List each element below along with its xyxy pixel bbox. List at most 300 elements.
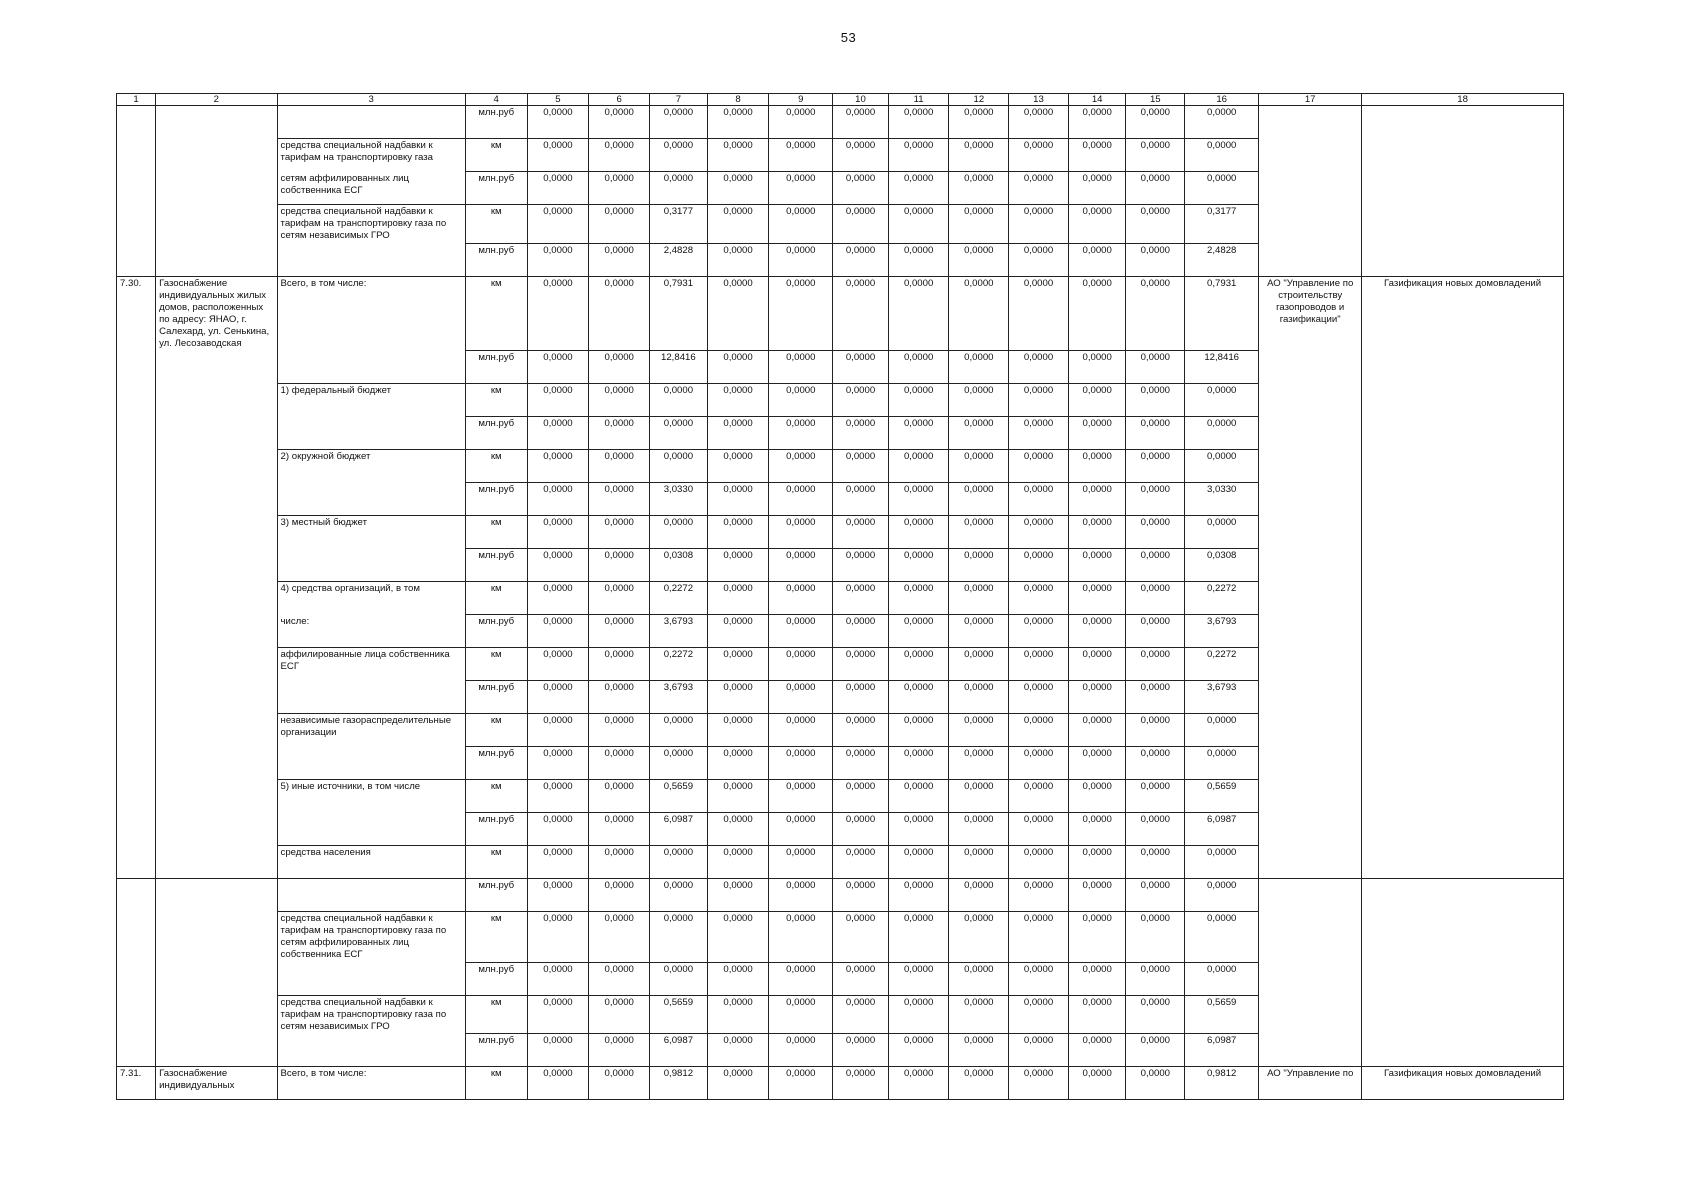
value-cell: 0,0000 <box>1068 582 1126 615</box>
value-cell: 0,0000 <box>1126 912 1185 963</box>
row-number-cell <box>117 351 156 384</box>
goal-cell <box>1362 450 1564 483</box>
funding-source-cell: средства специальной надбавки к тарифам на транспортировку газа по сетям независимых ГРО <box>277 205 465 244</box>
value-cell: 0,3177 <box>1185 205 1259 244</box>
goal-cell <box>1362 139 1564 172</box>
value-cell: 0,0000 <box>589 384 650 417</box>
value-cell: 0,0000 <box>707 417 769 450</box>
value-cell: 0,0000 <box>769 813 833 846</box>
value-cell: 0,0000 <box>833 205 889 244</box>
value-cell: 0,0000 <box>949 276 1009 351</box>
goal-cell <box>1362 483 1564 516</box>
unit-cell: млн.руб <box>465 172 527 205</box>
value-cell: 0,0000 <box>707 483 769 516</box>
goal-cell <box>1362 879 1564 912</box>
value-cell: 0,0000 <box>769 172 833 205</box>
column-header: 8 <box>707 94 769 106</box>
executor-cell <box>1259 615 1362 648</box>
executor-cell <box>1259 681 1362 714</box>
value-cell: 0,0000 <box>527 205 589 244</box>
value-cell: 0,0000 <box>650 747 708 780</box>
value-cell: 0,0000 <box>833 995 889 1034</box>
value-cell: 0,0000 <box>707 139 769 172</box>
value-cell: 0,0000 <box>589 417 650 450</box>
value-cell: 0,0000 <box>527 1067 589 1100</box>
object-name-cell <box>156 516 277 549</box>
goal-cell <box>1362 516 1564 549</box>
value-cell: 0,0000 <box>1185 962 1259 995</box>
value-cell: 0,0000 <box>833 747 889 780</box>
value-cell: 0,0000 <box>1185 106 1259 139</box>
value-cell: 0,0000 <box>589 582 650 615</box>
object-name-cell <box>156 139 277 172</box>
value-cell: 0,0000 <box>1009 879 1069 912</box>
header-row <box>117 94 1564 106</box>
column-header: 12 <box>949 94 1009 106</box>
unit-cell: км <box>465 139 527 172</box>
value-cell: 0,0000 <box>1126 172 1185 205</box>
value-cell: 0,0000 <box>1068 1034 1126 1067</box>
executor-cell <box>1259 582 1362 615</box>
value-cell: 0,0000 <box>949 582 1009 615</box>
value-cell: 0,0000 <box>1068 172 1126 205</box>
funding-source-cell: средства специальной надбавки к тарифам на транспортировку газа по сетям независимых ГРО <box>277 995 465 1034</box>
value-cell: 0,0000 <box>589 549 650 582</box>
funding-source-cell <box>277 813 465 846</box>
funding-source-cell <box>277 351 465 384</box>
executor-cell <box>1259 879 1362 912</box>
unit-cell: км <box>465 846 527 879</box>
value-cell: 0,0000 <box>527 582 589 615</box>
value-cell: 0,0000 <box>527 780 589 813</box>
value-cell: 0,0000 <box>949 384 1009 417</box>
column-header: 2 <box>156 94 277 106</box>
value-cell: 0,0000 <box>1126 243 1185 276</box>
object-name-cell <box>156 172 277 205</box>
value-cell: 0,0000 <box>589 106 650 139</box>
value-cell: 0,0000 <box>1126 846 1185 879</box>
row-number-cell <box>117 450 156 483</box>
value-cell: 0,0000 <box>888 417 949 450</box>
unit-cell: млн.руб <box>465 615 527 648</box>
value-cell: 0,0000 <box>833 243 889 276</box>
row-number-cell <box>117 615 156 648</box>
table-row <box>117 747 1564 780</box>
value-cell: 0,0000 <box>769 1034 833 1067</box>
value-cell: 0,0000 <box>527 450 589 483</box>
goal-cell: Газификация новых домовладений <box>1362 1067 1564 1100</box>
value-cell: 0,0000 <box>1009 995 1069 1034</box>
column-header: 9 <box>769 94 833 106</box>
value-cell: 0,0000 <box>527 172 589 205</box>
goal-cell <box>1362 780 1564 813</box>
value-cell: 0,0000 <box>1009 351 1069 384</box>
object-name-cell <box>156 549 277 582</box>
value-cell: 0,0000 <box>833 615 889 648</box>
unit-cell: км <box>465 384 527 417</box>
value-cell: 0,0000 <box>527 681 589 714</box>
value-cell: 0,0000 <box>769 417 833 450</box>
column-header: 7 <box>650 94 708 106</box>
value-cell: 0,0000 <box>888 516 949 549</box>
object-name-cell <box>156 1034 277 1067</box>
value-cell: 0,0000 <box>707 172 769 205</box>
value-cell: 0,0000 <box>1068 995 1126 1034</box>
value-cell: 0,0000 <box>1126 780 1185 813</box>
row-number-cell <box>117 648 156 681</box>
table-row <box>117 549 1564 582</box>
value-cell: 0,0000 <box>650 172 708 205</box>
value-cell: 0,0000 <box>1126 615 1185 648</box>
value-cell: 0,0000 <box>527 483 589 516</box>
object-name-cell <box>156 648 277 681</box>
unit-cell: млн.руб <box>465 243 527 276</box>
goal-cell <box>1362 243 1564 276</box>
value-cell: 0,0000 <box>707 714 769 747</box>
value-cell: 0,0000 <box>1185 846 1259 879</box>
value-cell: 0,0000 <box>1126 747 1185 780</box>
value-cell: 0,0000 <box>1068 450 1126 483</box>
column-header: 18 <box>1362 94 1564 106</box>
executor-cell <box>1259 139 1362 172</box>
table-row <box>117 205 1564 244</box>
table-row <box>117 1067 1564 1100</box>
table-row <box>117 106 1564 139</box>
unit-cell: км <box>465 450 527 483</box>
value-cell: 12,8416 <box>650 351 708 384</box>
value-cell: 3,6793 <box>650 681 708 714</box>
funding-source-cell: аффилированные лица собственника ЕСГ <box>277 648 465 681</box>
row-number-cell <box>117 912 156 963</box>
value-cell: 0,0000 <box>527 516 589 549</box>
value-cell: 0,0000 <box>1126 106 1185 139</box>
value-cell: 0,0000 <box>1126 450 1185 483</box>
funding-source-cell: 1) федеральный бюджет <box>277 384 465 417</box>
goal-cell <box>1362 205 1564 244</box>
value-cell: 0,0000 <box>589 962 650 995</box>
value-cell: 0,5659 <box>1185 780 1259 813</box>
value-cell: 0,0000 <box>888 747 949 780</box>
value-cell: 0,0000 <box>707 243 769 276</box>
value-cell: 0,0000 <box>1068 747 1126 780</box>
value-cell: 0,0000 <box>1009 714 1069 747</box>
value-cell: 0,0000 <box>949 615 1009 648</box>
value-cell: 0,0000 <box>1068 139 1126 172</box>
executor-cell <box>1259 648 1362 681</box>
value-cell: 0,0000 <box>888 681 949 714</box>
value-cell: 0,0000 <box>888 384 949 417</box>
executor-cell <box>1259 384 1362 417</box>
value-cell: 0,0000 <box>1126 1034 1185 1067</box>
executor-cell: АО "Управление по строительству газопроводов и газификации" <box>1259 276 1362 351</box>
goal-cell <box>1362 549 1564 582</box>
table-row <box>117 1034 1564 1067</box>
table-row <box>117 846 1564 879</box>
value-cell: 0,0000 <box>833 1034 889 1067</box>
value-cell: 0,0000 <box>1126 681 1185 714</box>
funding-source-cell <box>277 106 465 139</box>
value-cell: 0,0000 <box>949 912 1009 963</box>
executor-cell <box>1259 483 1362 516</box>
row-number-cell <box>117 205 156 244</box>
value-cell: 0,0000 <box>769 681 833 714</box>
value-cell: 0,0000 <box>1068 549 1126 582</box>
value-cell: 0,0000 <box>888 714 949 747</box>
value-cell: 0,0000 <box>1068 351 1126 384</box>
value-cell: 0,0000 <box>707 912 769 963</box>
row-number-cell: 7.30. <box>117 276 156 351</box>
value-cell: 0,7931 <box>650 276 708 351</box>
value-cell: 0,0000 <box>1126 276 1185 351</box>
value-cell: 0,0000 <box>949 139 1009 172</box>
goal-cell <box>1362 172 1564 205</box>
funding-source-cell <box>277 747 465 780</box>
value-cell: 0,0000 <box>949 648 1009 681</box>
goal-cell <box>1362 615 1564 648</box>
value-cell: 0,0000 <box>1126 351 1185 384</box>
value-cell: 0,0000 <box>707 450 769 483</box>
row-number-cell: 7.31. <box>117 1067 156 1100</box>
row-number-cell <box>117 714 156 747</box>
executor-cell <box>1259 1034 1362 1067</box>
value-cell: 0,0000 <box>888 615 949 648</box>
value-cell: 0,0000 <box>769 648 833 681</box>
value-cell: 0,0000 <box>888 648 949 681</box>
value-cell: 0,0000 <box>769 912 833 963</box>
value-cell: 0,0000 <box>1009 1034 1069 1067</box>
value-cell: 0,0000 <box>833 714 889 747</box>
value-cell: 0,0000 <box>1185 450 1259 483</box>
value-cell: 0,7931 <box>1185 276 1259 351</box>
table-row <box>117 780 1564 813</box>
table-row <box>117 351 1564 384</box>
value-cell: 6,0987 <box>1185 1034 1259 1067</box>
value-cell: 0,0000 <box>949 780 1009 813</box>
value-cell: 0,0000 <box>707 879 769 912</box>
value-cell: 0,0000 <box>769 714 833 747</box>
row-number-cell <box>117 780 156 813</box>
column-header: 1 <box>117 94 156 106</box>
value-cell: 0,0000 <box>589 681 650 714</box>
value-cell: 0,0000 <box>527 243 589 276</box>
row-number-cell <box>117 681 156 714</box>
value-cell: 0,0000 <box>1126 384 1185 417</box>
value-cell: 0,0000 <box>589 172 650 205</box>
value-cell: 0,0000 <box>1009 549 1069 582</box>
value-cell: 0,0000 <box>707 962 769 995</box>
value-cell: 0,0000 <box>650 516 708 549</box>
goal-cell <box>1362 846 1564 879</box>
value-cell: 0,0000 <box>1126 483 1185 516</box>
value-cell: 0,0000 <box>1126 995 1185 1034</box>
value-cell: 0,0000 <box>769 549 833 582</box>
table-row <box>117 450 1564 483</box>
row-number-cell <box>117 879 156 912</box>
value-cell: 0,0000 <box>1126 205 1185 244</box>
value-cell: 0,0000 <box>949 351 1009 384</box>
table-row <box>117 139 1564 172</box>
value-cell: 0,0000 <box>1068 846 1126 879</box>
value-cell: 0,0000 <box>769 106 833 139</box>
value-cell: 0,0000 <box>527 615 589 648</box>
unit-cell: млн.руб <box>465 483 527 516</box>
value-cell: 0,0000 <box>527 648 589 681</box>
value-cell: 0,0000 <box>1009 1067 1069 1100</box>
object-name-cell <box>156 243 277 276</box>
executor-cell <box>1259 714 1362 747</box>
executor-cell <box>1259 417 1362 450</box>
column-header: 6 <box>589 94 650 106</box>
funding-source-cell <box>277 549 465 582</box>
table-row <box>117 681 1564 714</box>
value-cell: 0,0000 <box>769 780 833 813</box>
value-cell: 0,0000 <box>650 417 708 450</box>
executor-cell <box>1259 813 1362 846</box>
value-cell: 0,0000 <box>769 205 833 244</box>
funding-source-cell: 5) иные источники, в том числе <box>277 780 465 813</box>
value-cell: 0,0000 <box>949 813 1009 846</box>
value-cell: 0,0000 <box>769 1067 833 1100</box>
table-row <box>117 813 1564 846</box>
unit-cell: км <box>465 714 527 747</box>
table-row <box>117 912 1564 963</box>
value-cell: 0,5659 <box>650 780 708 813</box>
value-cell: 0,0000 <box>707 276 769 351</box>
funding-source-cell: числе: <box>277 615 465 648</box>
value-cell: 0,0000 <box>1009 681 1069 714</box>
value-cell: 0,0000 <box>888 1034 949 1067</box>
funding-source-cell: независимые газораспределительные организации <box>277 714 465 747</box>
value-cell: 0,0000 <box>833 962 889 995</box>
value-cell: 0,0000 <box>1126 714 1185 747</box>
funding-source-cell: Всего, в том числе: <box>277 1067 465 1100</box>
value-cell: 0,0000 <box>707 846 769 879</box>
goal-cell: Газификация новых домовладений <box>1362 276 1564 351</box>
value-cell: 0,0000 <box>1126 516 1185 549</box>
value-cell: 0,0000 <box>589 276 650 351</box>
value-cell: 0,0000 <box>833 1067 889 1100</box>
value-cell: 0,0000 <box>1068 417 1126 450</box>
object-name-cell <box>156 714 277 747</box>
value-cell: 0,0000 <box>888 995 949 1034</box>
table-row <box>117 172 1564 205</box>
value-cell: 0,0000 <box>833 516 889 549</box>
value-cell: 0,0000 <box>527 384 589 417</box>
value-cell: 0,0000 <box>949 417 1009 450</box>
value-cell: 0,0000 <box>1009 846 1069 879</box>
object-name-cell <box>156 747 277 780</box>
value-cell: 0,0000 <box>589 483 650 516</box>
object-name-cell <box>156 582 277 615</box>
row-number-cell <box>117 139 156 172</box>
value-cell: 0,0000 <box>707 615 769 648</box>
value-cell: 0,0000 <box>1068 516 1126 549</box>
value-cell: 0,0000 <box>1009 483 1069 516</box>
value-cell: 0,0000 <box>1126 549 1185 582</box>
executor-cell <box>1259 106 1362 139</box>
row-number-cell <box>117 243 156 276</box>
value-cell: 0,0308 <box>1185 549 1259 582</box>
value-cell: 0,0000 <box>1185 516 1259 549</box>
value-cell: 0,0000 <box>1068 106 1126 139</box>
unit-cell: млн.руб <box>465 351 527 384</box>
value-cell: 0,0000 <box>650 139 708 172</box>
value-cell: 0,0000 <box>1185 417 1259 450</box>
executor-cell <box>1259 243 1362 276</box>
goal-cell <box>1362 714 1564 747</box>
value-cell: 0,0000 <box>769 582 833 615</box>
value-cell: 0,0000 <box>1068 912 1126 963</box>
value-cell: 0,0000 <box>707 106 769 139</box>
executor-cell <box>1259 912 1362 963</box>
value-cell: 0,0000 <box>707 351 769 384</box>
executor-cell: АО "Управление по <box>1259 1067 1362 1100</box>
value-cell: 0,0000 <box>527 276 589 351</box>
value-cell: 0,0000 <box>589 995 650 1034</box>
value-cell: 0,0000 <box>1009 813 1069 846</box>
funding-source-cell: сетям аффилированных лиц собственника ЕСГ <box>277 172 465 205</box>
value-cell: 0,0000 <box>1009 912 1069 963</box>
value-cell: 0,0000 <box>1126 139 1185 172</box>
object-name-cell: Газоснабжение индивидуальных жилых домов, расположенных по адресу: ЯНАО, г. Салехард, ул. Сенькина, ул. Лесозаводская <box>156 276 277 351</box>
object-name-cell <box>156 912 277 963</box>
value-cell: 0,0000 <box>527 912 589 963</box>
object-name-cell <box>156 879 277 912</box>
row-number-cell <box>117 747 156 780</box>
value-cell: 0,0000 <box>1009 417 1069 450</box>
value-cell: 0,0000 <box>1009 962 1069 995</box>
value-cell: 0,0000 <box>589 615 650 648</box>
value-cell: 0,0000 <box>589 351 650 384</box>
value-cell: 0,0000 <box>1126 417 1185 450</box>
data-table <box>116 93 1564 1100</box>
value-cell: 0,0000 <box>1185 139 1259 172</box>
table-row <box>117 483 1564 516</box>
value-cell: 0,0000 <box>707 205 769 244</box>
value-cell: 0,0000 <box>1068 1067 1126 1100</box>
value-cell: 0,0000 <box>527 106 589 139</box>
column-header: 4 <box>465 94 527 106</box>
value-cell: 0,0000 <box>833 813 889 846</box>
executor-cell <box>1259 747 1362 780</box>
value-cell: 0,0000 <box>769 879 833 912</box>
value-cell: 0,0000 <box>1068 384 1126 417</box>
value-cell: 0,0000 <box>949 483 1009 516</box>
value-cell: 0,0000 <box>833 417 889 450</box>
value-cell: 0,0000 <box>1009 648 1069 681</box>
unit-cell: км <box>465 1067 527 1100</box>
object-name-cell <box>156 995 277 1034</box>
value-cell: 0,0000 <box>1068 648 1126 681</box>
unit-cell: км <box>465 912 527 963</box>
value-cell: 0,0000 <box>589 1034 650 1067</box>
value-cell: 0,0000 <box>589 780 650 813</box>
value-cell: 0,0000 <box>707 1067 769 1100</box>
table-row <box>117 516 1564 549</box>
value-cell: 0,0000 <box>527 351 589 384</box>
value-cell: 3,0330 <box>650 483 708 516</box>
value-cell: 0,0000 <box>707 549 769 582</box>
funding-source-cell: Всего, в том числе: <box>277 276 465 351</box>
table-row <box>117 879 1564 912</box>
object-name-cell <box>156 615 277 648</box>
value-cell: 3,6793 <box>1185 615 1259 648</box>
value-cell: 0,0000 <box>707 384 769 417</box>
value-cell: 0,0000 <box>949 516 1009 549</box>
value-cell: 0,0000 <box>589 450 650 483</box>
value-cell: 0,0000 <box>707 582 769 615</box>
object-name-cell <box>156 813 277 846</box>
